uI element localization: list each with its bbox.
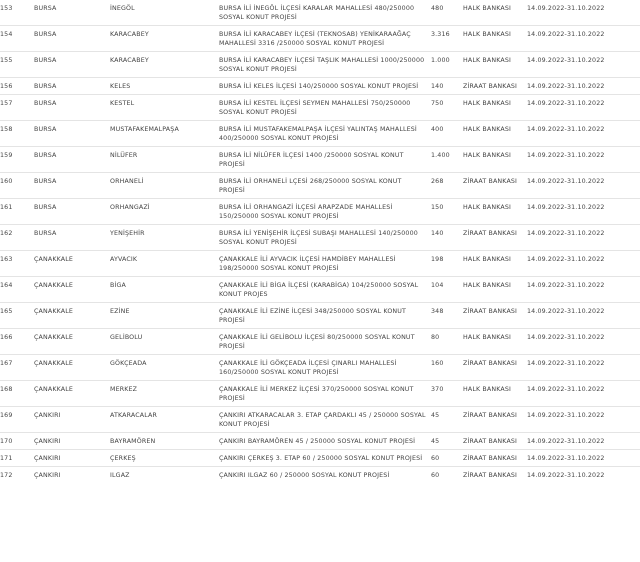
province-cell: ÇANKIRI [34, 450, 110, 467]
unit-count-cell: 160 [431, 355, 463, 381]
bank-cell: HALK BANKASI [463, 199, 527, 225]
unit-count-cell: 150 [431, 199, 463, 225]
row-number: 153 [0, 0, 34, 26]
district-cell: ORHANGAZİ [110, 199, 219, 225]
project-description-cell: ÇANAKKALE İLİ GELİBOLU İLÇESİ 80/250000 SOSYAL KONUT PROJESİ [219, 329, 431, 355]
province-cell: ÇANAKKALE [34, 251, 110, 277]
application-dates-cell: 14.09.2022-31.10.2022 [527, 407, 640, 433]
table-row [0, 251, 640, 277]
project-description-cell: BURSA İLİ YENİŞEHİR İLÇESİ SUBAŞI MAHALLESİ 140/250000 SOSYAL KONUT PROJESİ [219, 225, 431, 251]
bank-cell: HALK BANKASI [463, 26, 527, 52]
table-row [0, 433, 640, 450]
bank-cell: HALK BANKASI [463, 0, 527, 26]
province-cell: BURSA [34, 0, 110, 26]
row-number: 161 [0, 199, 34, 225]
project-description-cell: BURSA İLİ ORHANELİ LÇESİ 268/250000 SOSYAL KONUT PROJESİ [219, 173, 431, 199]
application-dates-cell: 14.09.2022-31.10.2022 [527, 173, 640, 199]
province-cell: BURSA [34, 225, 110, 251]
project-description-cell: BURSA İLİ KARACABEY İLÇESİ TAŞLIK MAHALLESİ 1000/250000 SOSYAL KONUT PROJESİ [219, 52, 431, 78]
project-description-cell: BURSA İLİ MUSTAFAKEMALPAŞA İLÇESİ YALINTAŞ MAHALLESİ 400/250000 SOSYAL KONUT PROJESİ [219, 121, 431, 147]
bank-cell: ZİRAAT BANKASI [463, 303, 527, 329]
district-cell: KELES [110, 78, 219, 95]
unit-count-cell: 400 [431, 121, 463, 147]
province-cell: BURSA [34, 147, 110, 173]
unit-count-cell: 480 [431, 0, 463, 26]
unit-count-cell: 348 [431, 303, 463, 329]
province-cell: ÇANAKKALE [34, 303, 110, 329]
row-number: 169 [0, 407, 34, 433]
application-dates-cell: 14.09.2022-31.10.2022 [527, 147, 640, 173]
project-description-cell: ÇANAKKALE İLİ GÖKÇEADA İLÇESİ ÇINARLI MAHALLESİ 160/250000 SOSYAL KONUT PROJESİ [219, 355, 431, 381]
application-dates-cell: 14.09.2022-31.10.2022 [527, 381, 640, 407]
unit-count-cell: 268 [431, 173, 463, 199]
bank-cell: ZİRAAT BANKASI [463, 433, 527, 450]
project-description-cell: ÇANKIRI ILGAZ 60 / 250000 SOSYAL KONUT PROJESİ [219, 471, 390, 479]
district-cell: KARACABEY [110, 52, 219, 78]
application-dates-cell: 14.09.2022-31.10.2022 [527, 303, 640, 329]
project-description-cell: BURSA İLİ NİLÜFER İLÇESİ 1400 /250000 SOSYAL KONUT PROJESİ [219, 147, 431, 173]
district-cell: AYVACIK [110, 251, 219, 277]
province-cell: ÇANAKKALE [34, 329, 110, 355]
district-cell: BAYRAMÖREN [110, 433, 219, 450]
project-description-cell: ÇANAKKALE İLİ EZİNE İLÇESİ 348/250000 SOSYAL KONUT PROJESİ [219, 303, 431, 329]
application-dates-cell: 14.09.2022-31.10.2022 [527, 277, 640, 303]
province-cell: ÇANAKKALE [34, 355, 110, 381]
province-cell: BURSA [34, 26, 110, 52]
bank-cell: ZİRAAT BANKASI [463, 78, 527, 95]
unit-count-cell: 140 [431, 78, 463, 95]
unit-count-cell: 60 [431, 450, 463, 467]
district-cell: BİGA [110, 277, 219, 303]
table-row [0, 467, 640, 484]
province-cell: BURSA [34, 52, 110, 78]
district-cell: MUSTAFAKEMALPAŞA [110, 121, 219, 147]
row-number: 163 [0, 251, 34, 277]
district-cell: GELİBOLU [110, 329, 219, 355]
row-number: 154 [0, 26, 34, 52]
application-dates-cell: 14.09.2022-31.10.2022 [527, 199, 640, 225]
unit-count-cell: 1.400 [431, 147, 463, 173]
district-cell: ATKARACALAR [110, 407, 219, 433]
unit-count-cell: 45 [431, 433, 463, 450]
row-number: 158 [0, 121, 34, 147]
application-dates-cell: 14.09.2022-31.10.2022 [527, 433, 640, 450]
province-cell: BURSA [34, 95, 110, 121]
district-cell: KARACABEY [110, 26, 219, 52]
province-cell: ÇANKIRI [34, 433, 110, 450]
table-row [0, 121, 640, 147]
unit-count-cell: 80 [431, 329, 463, 355]
bank-cell: ZİRAAT BANKASI [463, 355, 527, 381]
unit-count-cell: 45 [431, 407, 463, 433]
application-dates-cell: 14.09.2022-31.10.2022 [527, 0, 640, 26]
bank-cell: HALK BANKASI [463, 52, 527, 78]
table-row [0, 78, 640, 95]
table-row [0, 147, 640, 173]
row-number: 164 [0, 277, 34, 303]
project-description-cell: ÇANKIRI ATKARACALAR 3. ETAP ÇARDAKLI 45 / 250000 SOSYAL KONUT PROJESİ [219, 407, 431, 433]
table-row [0, 95, 640, 121]
project-description-cell: ÇANAKKALE İLİ AYVACIK İLÇESİ HAMDİBEY MAHALLESİ 198/250000 SOSYAL KONUT PROJESİ [219, 251, 431, 277]
district-cell: YENİŞEHİR [110, 225, 219, 251]
province-cell: ÇANKIRI [34, 407, 110, 433]
row-number: 159 [0, 147, 34, 173]
unit-count-cell: 198 [431, 251, 463, 277]
row-number: 170 [0, 433, 34, 450]
table-row [0, 450, 640, 467]
table-row [0, 173, 640, 199]
table-row [0, 303, 640, 329]
application-dates-cell: 14.09.2022-31.10.2022 [527, 225, 640, 251]
application-dates-cell: 14.09.2022-31.10.2022 [527, 121, 640, 147]
project-description-cell: ÇANKIRI BAYRAMÖREN 45 / 250000 SOSYAL KONUT PROJESİ [219, 433, 431, 450]
project-description-cell: BURSA İLİ KELES İLÇESİ 140/250000 SOSYAL KONUT PROJESİ [219, 78, 431, 95]
bank-cell: ZİRAAT BANKASI [463, 450, 527, 467]
project-description-cell: BURSA İLİ İNEGÖL İLÇESİ KARALAR MAHALLESİ 480/250000 SOSYAL KONUT PROJESİ [219, 0, 431, 26]
bank-cell: HALK BANKASI [463, 329, 527, 355]
district-cell: NİLÜFER [110, 147, 219, 173]
row-number: 162 [0, 225, 34, 251]
row-number: 160 [0, 173, 34, 199]
row-number: 157 [0, 95, 34, 121]
table-row [0, 355, 640, 381]
row-number: 167 [0, 355, 34, 381]
bank-cell: HALK BANKASI [463, 121, 527, 147]
district-cell: KESTEL [110, 95, 219, 121]
province-cell: ÇANAKKALE [34, 277, 110, 303]
unit-count-cell: 1.000 [431, 52, 463, 78]
district-cell: MERKEZ [110, 381, 219, 407]
table-row [0, 407, 640, 433]
bank-cell: ZİRAAT BANKASI [463, 407, 527, 433]
row-number: 165 [0, 303, 34, 329]
province-cell: BURSA [34, 78, 110, 95]
province-cell: BURSA [34, 173, 110, 199]
application-dates-cell: 14.09.2022-31.10.2022 [527, 450, 640, 467]
unit-count-cell: 104 [431, 277, 463, 303]
row-number: 168 [0, 381, 34, 407]
province-cell: ÇANAKKALE [34, 381, 110, 407]
province-cell: ÇANKIRI [34, 471, 61, 479]
bank-cell: ZİRAAT BANKASI [463, 225, 527, 251]
bank-cell: ZİRAAT BANKASI [463, 471, 518, 479]
project-description-cell: BURSA İLİ KESTEL İLÇESİ SEYMEN MAHALLESİ 750/250000 SOSYAL KONUT PROJESİ [219, 95, 431, 121]
unit-count-cell: 750 [431, 95, 463, 121]
table-row [0, 277, 640, 303]
application-dates-cell: 14.09.2022-31.10.2022 [527, 52, 640, 78]
table-row [0, 199, 640, 225]
table-row [0, 225, 640, 251]
application-dates-cell: 14.09.2022-31.10.2022 [527, 78, 640, 95]
district-cell: İNEGÖL [110, 0, 219, 26]
province-cell: BURSA [34, 121, 110, 147]
province-cell: BURSA [34, 199, 110, 225]
project-description-cell: ÇANAKKALE İLİ BİGA İLÇESİ (KARABİGA) 104/250000 SOSYAL KONUT PROJES [219, 277, 431, 303]
row-number: 155 [0, 52, 34, 78]
table-row [0, 329, 640, 355]
application-dates-cell: 14.09.2022-31.10.2022 [527, 329, 640, 355]
row-number: 171 [0, 450, 34, 467]
project-description-cell: ÇANKIRI ÇERKEŞ 3. ETAP 60 / 250000 SOSYAL KONUT PROJESİ [219, 450, 431, 467]
unit-count-cell: 370 [431, 381, 463, 407]
table-row [0, 0, 640, 26]
unit-count-cell: 3.316 [431, 26, 463, 52]
table-row [0, 52, 640, 78]
project-description-cell: BURSA İLİ KARACABEY İLÇESİ (TEKNOSAB) YENİKARAAĞAÇ MAHALLESİ 3316 /250000 SOSYAL KONUT PROJESİ [219, 26, 431, 52]
bank-cell: HALK BANKASI [463, 251, 527, 277]
project-description-cell: BURSA İLİ ORHANGAZİ İLÇESİ ARAPZADE MAHALLESİ 150/250000 SOSYAL KONUT PROJESİ [219, 199, 431, 225]
row-number: 172 [0, 471, 13, 479]
table-row [0, 381, 640, 407]
bank-cell: HALK BANKASI [463, 277, 527, 303]
application-dates-cell: 14.09.2022-31.10.2022 [527, 355, 640, 381]
row-number: 166 [0, 329, 34, 355]
district-cell: ÇERKEŞ [110, 450, 219, 467]
application-dates-cell: 14.09.2022-31.10.2022 [527, 251, 640, 277]
application-dates-cell: 14.09.2022-31.10.2022 [527, 26, 640, 52]
district-cell: EZİNE [110, 303, 219, 329]
district-cell: ORHANELİ [110, 173, 219, 199]
unit-count-cell: 60 [431, 471, 440, 479]
bank-cell: ZİRAAT BANKASI [463, 173, 527, 199]
district-cell: GÖKÇEADA [110, 355, 219, 381]
project-description-cell: ÇANAKKALE İLİ MERKEZ İLÇESİ 370/250000 SOSYAL KONUT PROJESİ [219, 381, 431, 407]
table-row [0, 26, 640, 52]
bank-cell: HALK BANKASI [463, 381, 527, 407]
district-cell: ILGAZ [110, 471, 130, 479]
bank-cell: HALK BANKASI [463, 95, 527, 121]
application-dates-cell: 14.09.2022-31.10.2022 [527, 471, 605, 479]
unit-count-cell: 140 [431, 225, 463, 251]
row-number: 156 [0, 78, 34, 95]
application-dates-cell: 14.09.2022-31.10.2022 [527, 95, 640, 121]
bank-cell: HALK BANKASI [463, 147, 527, 173]
